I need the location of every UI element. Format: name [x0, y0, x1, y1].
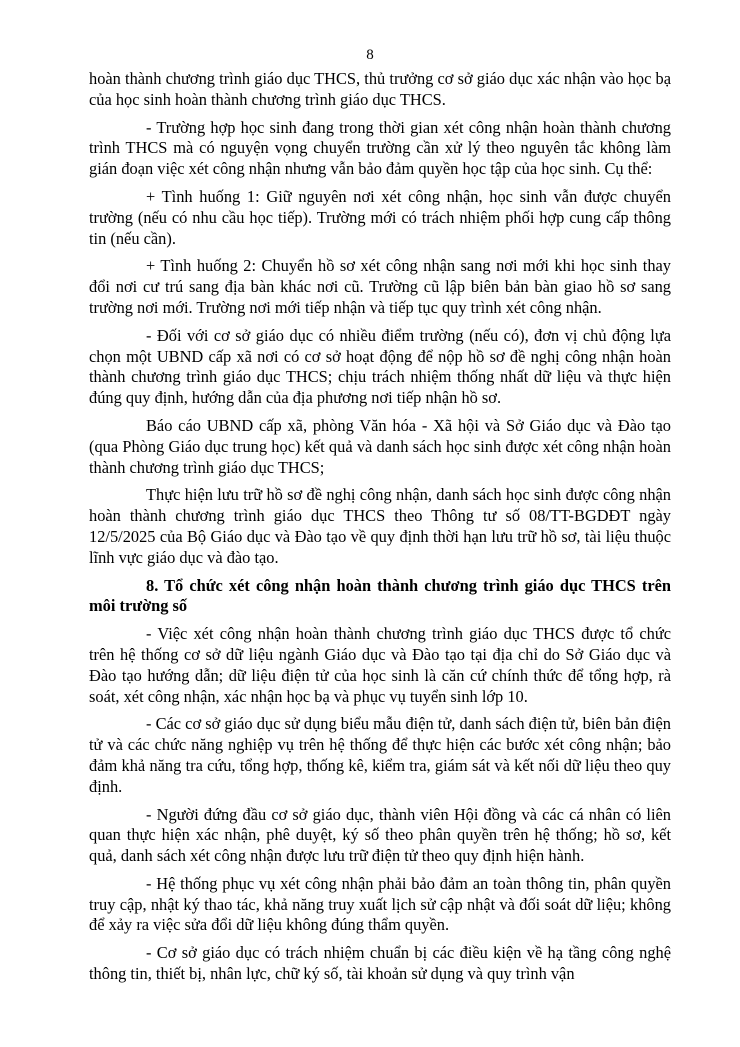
paragraph-digital-signing: - Người đứng đầu cơ sở giáo dục, thành viên Hội đồng và các cá nhân có liên quan thực hiện xác nhận, phê duyệt, ký số theo phân quyền trên hệ thống; hồ sơ, kết quả, danh sách xét công nhận được lưu trữ điện tử theo quy định hiện hành. — [89, 804, 671, 866]
paragraph-electronic-forms: - Các cơ sở giáo dục sử dụng biểu mẫu điện tử, danh sách điện tử, biên bản điện tử và các chức năng nghiệp vụ trên hệ thống để thực hiện các bước xét công nhận; bảo đảm khả năng tra cứu, tổng hợp, thống kê, kiểm tra, giám sát và kết nối dữ liệu theo quy định. — [89, 714, 671, 796]
section-heading: 8. Tổ chức xét công nhận hoàn thành chương trình giáo dục THCS trên môi trường số — [89, 575, 671, 616]
paragraph-continuation: hoàn thành chương trình giáo dục THCS, thủ trưởng cơ sở giáo dục xác nhận vào học bạ của học sinh hoàn thành chương trình giáo dục THCS. — [89, 69, 671, 109]
paragraph-multiple-campuses: - Đối với cơ sở giáo dục có nhiều điểm trường (nếu có), đơn vị chủ động lựa chọn một UBND cấp xã nơi có cơ sở hoạt động để nộp hồ sơ đề nghị công nhận hoàn thành chương trình giáo dục THCS; chịu trách nhiệm thống nhất dữ liệu và thực hiện đúng quy định, hướng dẫn của địa phương nơi tiếp nhận hồ sơ. — [89, 325, 671, 408]
paragraph-infrastructure: - Cơ sở giáo dục có trách nhiệm chuẩn bị các điều kiện về hạ tầng công nghệ thông tin, thiết bị, nhân lực, chữ ký số, tài khoản sử dụng và quy trình vận — [89, 943, 671, 984]
page-number: 8 — [366, 47, 374, 63]
paragraph-case-1: + Tình huống 1: Giữ nguyên nơi xét công nhận, học sinh vẫn được chuyển trường (nếu có nhu cầu học tiếp). Trường mới có trách nhiệm phối hợp cung cấp thông tin (nếu cần). — [89, 186, 671, 248]
document-body — [89, 69, 671, 992]
paragraph-report: Báo cáo UBND cấp xã, phòng Văn hóa - Xã hội và Sở Giáo dục và Đào tạo (qua Phòng Giáo dục trung học) kết quả và danh sách học sinh được xét công nhận hoàn thành chương trình giáo dục THCS; — [89, 415, 671, 477]
paragraph-transfer-school: - Trường hợp học sinh đang trong thời gian xét công nhận hoàn thành chương trình THCS mà có nguyện vọng chuyển trường cần xử lý theo nguyên tắc không làm gián đoạn việc xét công nhận nhưng vẫn bảo đảm quyền học tập của học sinh. Cụ thể: — [89, 117, 671, 179]
paragraph-archive: Thực hiện lưu trữ hồ sơ đề nghị công nhận, danh sách học sinh được công nhận hoàn thành chương trình giáo dục THCS theo Thông tư số 08/TT-BGDĐT ngày 12/5/2025 của Bộ Giáo dục và Đào tạo về quy định thời hạn lưu trữ hồ sơ, tài liệu thuộc lĩnh vực giáo dục và đào tạo. — [89, 485, 671, 567]
paragraph-case-2: + Tình huống 2: Chuyển hồ sơ xét công nhận sang nơi mới khi học sinh thay đổi nơi cư trú sang địa bàn khác nơi cũ. Trường cũ lập biên bản bàn giao hồ sơ sang trường nơi mới. Trường nơi mới tiếp nhận và tiếp tục quy trình xét công nhận. — [89, 256, 671, 317]
paragraph-information-security: - Hệ thống phục vụ xét công nhận phải bảo đảm an toàn thông tin, phân quyền truy cập, nhật ký thao tác, khả năng truy xuất lịch sử cập nhật và đối soát dữ liệu; không để xảy ra việc sửa đổi dữ liệu không đúng thẩm quyền. — [89, 873, 671, 935]
paragraph-digital-system: - Việc xét công nhận hoàn thành chương trình giáo dục THCS được tổ chức trên hệ thống cơ sở dữ liệu ngành Giáo dục và Đào tạo tại địa chỉ do Sở Giáo dục và Đào tạo hướng dẫn; dữ liệu điện tử của học sinh là căn cứ chính thức để tổng hợp, rà soát, xét công nhận, xác nhận học bạ và phục vụ tuyển sinh lớp 10. — [89, 624, 671, 706]
